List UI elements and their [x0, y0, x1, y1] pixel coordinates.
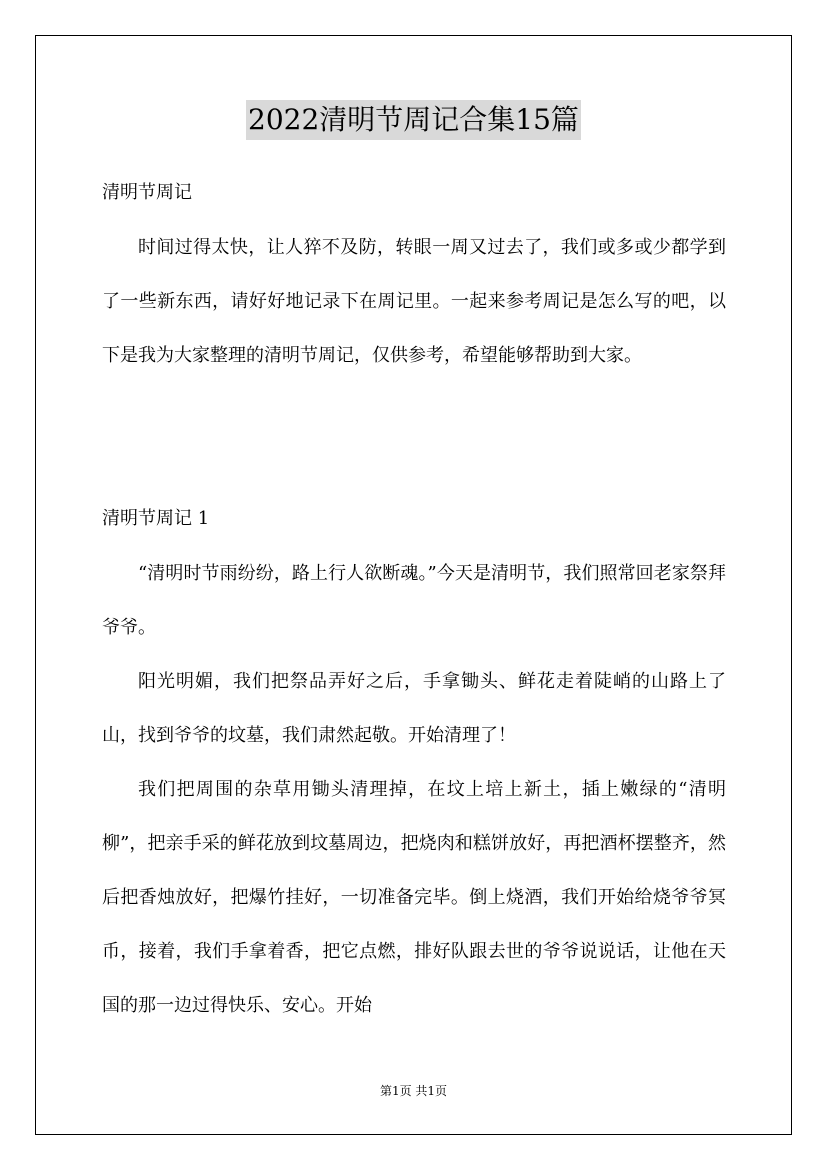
section-1-paragraph: 阳光明媚，我们把祭品弄好之后，手拿锄头、鲜花走着陡峭的山路上了山，找到爷爷的坟墓，我们肃然起敬。开始清理了！	[102, 671, 726, 746]
page-footer: 第1页 共1页	[379, 1084, 448, 1098]
section-heading-1: 清明节周记 1	[102, 508, 210, 529]
document-title: 2022清明节周记合集15篇	[246, 100, 581, 140]
section-1-paragraph: 我们把周围的杂草用锄头清理掉，在坟上培上新土，插上嫩绿的“清明柳”，把亲手采的鲜花放到坟墓周边，把烧肉和糕饼放好，再把酒杯摆整齐，然后把香烛放好，把爆竹挂好，一切准备完毕。倒上烧酒，我们开始给烧爷爷冥币，接着，我们手拿着香，把它点燃，排好队跟去世的爷爷说说话，让他在天国的那一边过得快乐、安心。开始	[102, 779, 726, 1016]
title-container	[0, 100, 827, 140]
intro-paragraph: 时间过得太快，让人猝不及防，转眼一周又过去了，我们或多或少都学到了一些新东西，请好好地记录下在周记里。一起来参考周记是怎么写的吧，以下是我为大家整理的清明节周记，仅供参考，希望能够帮助到大家。	[102, 237, 726, 366]
section-1-paragraph: “清明时节雨纷纷，路上行人欲断魂。”今天是清明节，我们照常回老家祭拜爷爷。	[102, 563, 726, 638]
section-heading-intro: 清明节周记	[102, 182, 192, 203]
